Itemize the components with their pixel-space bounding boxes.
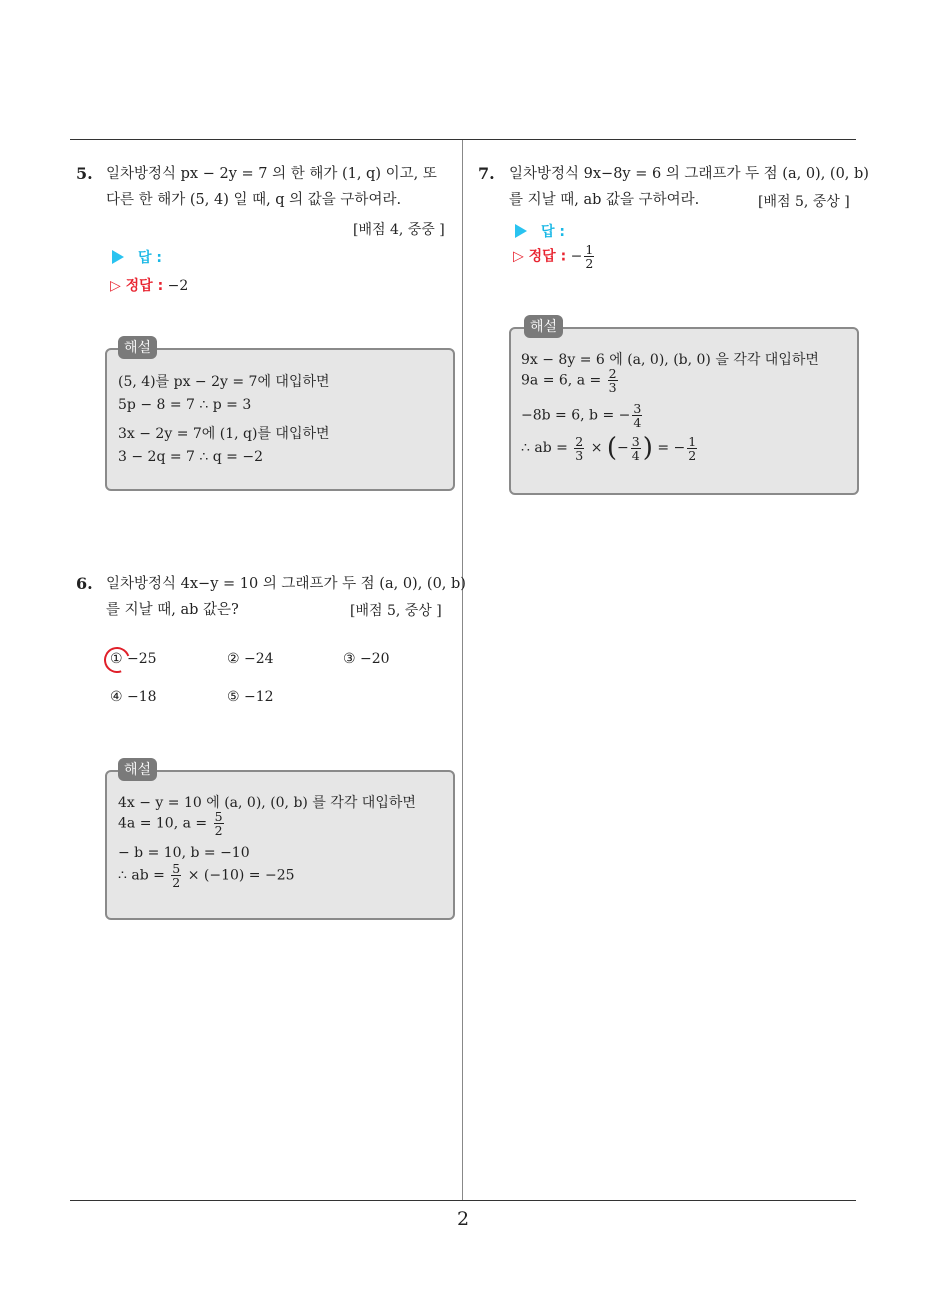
q7-l2-den: 3 [608, 380, 617, 395]
q7-l4-paren-open: ( [606, 433, 618, 463]
q7-l4-times: × [586, 440, 607, 456]
q5-explain-line2: 5p − 8 = 7 ∴ p = 3 [118, 397, 252, 413]
q7-line1: 일차방정식 9x−8y = 6 의 그래프가 두 점 (a, 0), (0, b) [509, 166, 869, 182]
q7-l4-eq: = − [652, 440, 686, 456]
q7-correct-den: 2 [585, 256, 594, 271]
q5-explain-line1: (5, 4)를 px − 2y = 7에 대입하면 [118, 374, 330, 390]
q5-number: 5. [76, 164, 93, 183]
q7-l2-num: 2 [608, 366, 617, 381]
page-number: 2 [456, 1208, 470, 1230]
q6-l4-fraction [171, 862, 181, 889]
q5-correct-row [110, 275, 188, 295]
q5-explain-line4: 3 − 2q = 7 ∴ q = −2 [118, 449, 263, 465]
q6-l4-text: ∴ ab = [118, 867, 170, 884]
q6-l2-den: 2 [214, 823, 223, 838]
q7-explain-line3 [521, 402, 644, 429]
q5-explanation-tag: 해설 [118, 336, 157, 359]
q7-explain-line4 [521, 433, 699, 463]
top-rule [70, 139, 856, 140]
q5-line2: 다른 한 해가 (5, 4) 일 때, q 의 값을 구하여라. [106, 192, 402, 208]
q5-answer-label: 답 : [138, 250, 162, 266]
q7-explanation-tag: 해설 [524, 315, 563, 338]
q7-explain-line2 [521, 367, 620, 394]
q7-l4-paren-close: ) [642, 433, 653, 463]
q7-correct-num: 1 [585, 242, 594, 257]
q6-l4-num: 5 [172, 861, 181, 876]
q6-number: 6. [76, 574, 93, 593]
q7-l4-text: ∴ ab = [521, 440, 573, 456]
q6-option-2[interactable]: ② −24 [227, 651, 274, 667]
q7-answer-label: 답 : [541, 224, 565, 240]
q6-explain-line4 [118, 862, 295, 889]
q6-l2-num: 5 [214, 809, 223, 824]
play-icon [112, 250, 124, 264]
q7-correct-fraction [584, 243, 594, 270]
q7-l4-minus: − [617, 440, 629, 456]
q7-l4-d3: 2 [688, 447, 697, 463]
q6-line1: 일차방정식 4x−y = 10 의 그래프가 두 점 (a, 0), (0, b) [106, 576, 466, 592]
q6-explain-line3: − b = 10, b = −10 [118, 845, 250, 861]
q7-l3-fraction [632, 402, 642, 429]
play-icon [515, 224, 527, 238]
q6-meta: [배점 5, 중상 ] [350, 603, 442, 619]
q7-explain-line1: 9x − 8y = 6 에 (a, 0), (b, 0) 을 각각 대입하면 [521, 352, 819, 368]
q6-line2: 를 지날 때, ab 값은? [106, 602, 239, 618]
q7-l4-n2: 3 [631, 433, 640, 449]
q7-correct-sign: − [570, 248, 583, 265]
q6-option-3[interactable]: ③ −20 [343, 651, 390, 667]
q7-correct-label: ▷ 정답 : [513, 248, 567, 265]
q7-answer-row [515, 221, 565, 241]
q7-number: 7. [478, 164, 495, 183]
q6-option-4[interactable]: ④ −18 [110, 689, 157, 705]
q7-meta: [배점 5, 중상 ] [758, 194, 850, 210]
q6-l4-post: × (−10) = −25 [183, 867, 295, 884]
q6-l4-den: 2 [172, 875, 181, 890]
q6-option-1[interactable]: ① −25 [110, 651, 157, 667]
q5-correct-label: ▷ 정답 : [110, 278, 164, 294]
q7-correct-row [513, 243, 596, 270]
q6-explanation-tag: 해설 [118, 758, 157, 781]
q6-explain-line1: 4x − y = 10 에 (a, 0), (0, b) 를 각각 대입하면 [118, 795, 416, 811]
q5-explanation-box [105, 348, 455, 491]
q6-l2-fraction [214, 810, 224, 837]
q7-l3-num: 3 [633, 401, 642, 416]
q7-l2-text: 9a = 6, a = [521, 372, 606, 389]
q5-correct-value: −2 [167, 278, 189, 294]
bottom-rule [70, 1200, 856, 1201]
q7-l3-text: −8b = 6, b = − [521, 407, 631, 424]
q6-option-5[interactable]: ⑤ −12 [227, 689, 274, 705]
q7-l4-d2: 4 [631, 447, 640, 463]
q7-line2: 를 지날 때, ab 값을 구하여라. [509, 192, 700, 208]
q6-l2-text: 4a = 10, a = [118, 815, 212, 832]
q5-explain-line3: 3x − 2y = 7에 (1, q)를 대입하면 [118, 426, 330, 442]
q7-l4-frac1 [574, 435, 584, 462]
q7-l4-frac3 [687, 435, 697, 462]
column-divider [462, 140, 463, 1201]
q7-l4-frac2 [631, 435, 641, 462]
q7-l2-fraction [608, 367, 618, 394]
q6-explain-line2 [118, 810, 226, 837]
q7-l4-d1: 3 [575, 447, 584, 463]
q7-l4-n1: 2 [575, 433, 584, 449]
q7-l3-den: 4 [633, 415, 642, 430]
q5-line1: 일차방정식 px − 2y = 7 의 한 해가 (1, q) 이고, 또 [106, 166, 437, 182]
q7-l4-n3: 1 [688, 433, 697, 449]
q5-meta: [배점 4, 중중 ] [353, 222, 445, 238]
q5-answer-row [112, 247, 162, 267]
